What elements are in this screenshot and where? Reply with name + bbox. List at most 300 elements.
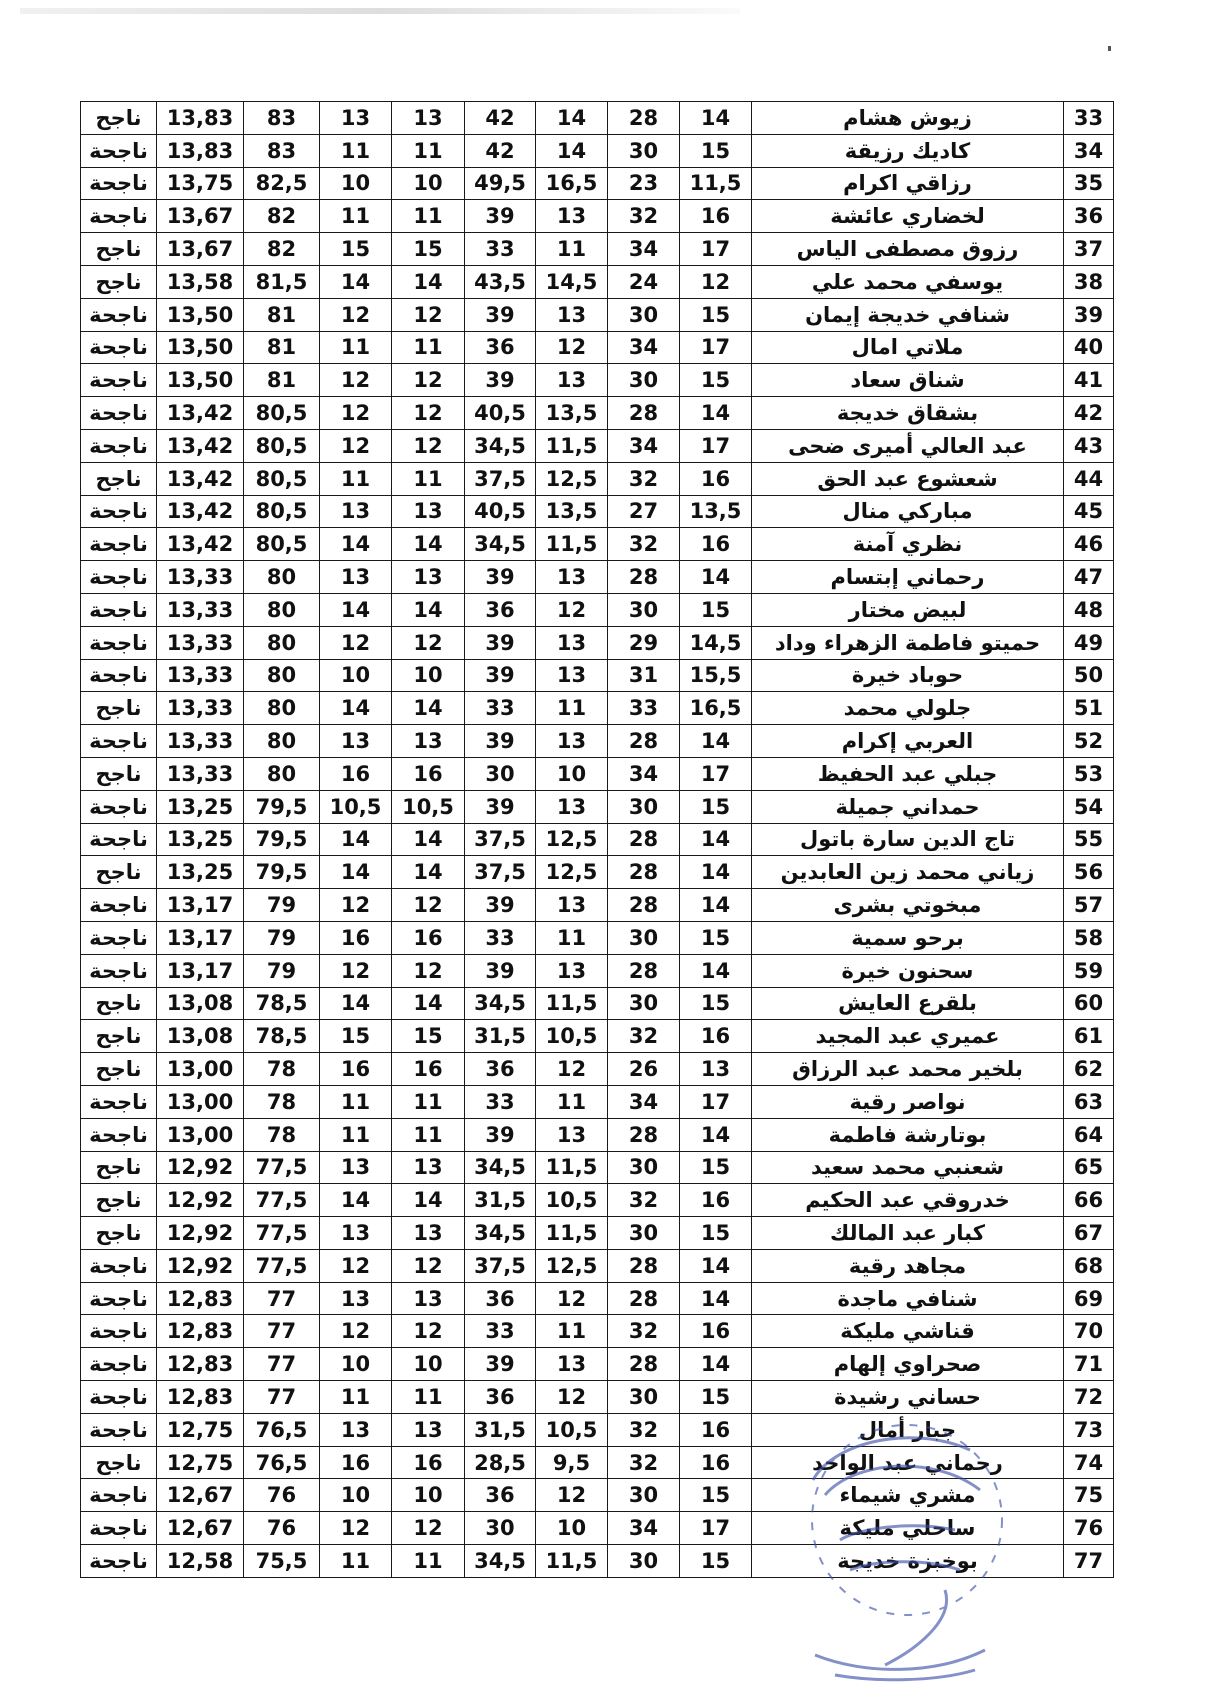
total-cell: 80 [244,725,320,758]
status-cell: ناجحة [81,1479,157,1512]
average-cell: 12,92 [157,1151,244,1184]
status-cell: ناجح [81,1053,157,1086]
candidate-name-cell: رحماني إبتسام [752,561,1064,594]
score-cell: 12 [320,1512,392,1545]
score-cell: 14 [680,1249,752,1282]
score-cell: 34,5 [465,1217,536,1250]
status-cell: ناجحة [81,1545,157,1578]
score-cell: 17 [680,1512,752,1545]
table-row [81,462,1114,495]
score-cell: 14 [392,1184,465,1217]
score-cell: 13 [536,561,608,594]
average-cell: 12,67 [157,1512,244,1545]
table-row [81,1118,1114,1151]
score-cell: 10 [392,1479,465,1512]
table-row [81,692,1114,725]
table-row [81,1315,1114,1348]
average-cell: 12,92 [157,1217,244,1250]
score-cell: 40,5 [465,495,536,528]
total-cell: 77 [244,1381,320,1414]
total-cell: 80 [244,757,320,790]
average-cell: 13,17 [157,921,244,954]
average-cell: 13,42 [157,429,244,462]
total-cell: 78 [244,1085,320,1118]
average-cell: 13,42 [157,397,244,430]
score-cell: 34,5 [465,429,536,462]
score-cell: 15 [680,921,752,954]
score-cell: 30 [465,757,536,790]
score-cell: 33 [465,1085,536,1118]
score-cell: 13 [392,725,465,758]
row-number-cell: 51 [1064,692,1114,725]
table-row [81,102,1114,135]
average-cell: 13,67 [157,200,244,233]
score-cell: 12 [536,593,608,626]
total-cell: 80,5 [244,462,320,495]
row-number-cell: 70 [1064,1315,1114,1348]
candidate-name-cell: لبيض مختار [752,593,1064,626]
score-cell: 12 [536,331,608,364]
candidate-name-cell: لخضاري عائشة [752,200,1064,233]
average-cell: 13,33 [157,757,244,790]
score-cell: 34 [608,1512,680,1545]
score-cell: 28 [608,954,680,987]
row-number-cell: 62 [1064,1053,1114,1086]
score-cell: 14 [392,593,465,626]
status-cell: ناجحة [81,1413,157,1446]
score-cell: 12,5 [536,1249,608,1282]
score-cell: 17 [680,757,752,790]
score-cell: 42 [465,102,536,135]
score-cell: 16 [320,757,392,790]
score-cell: 15 [320,233,392,266]
score-cell: 11 [392,200,465,233]
score-cell: 13,5 [680,495,752,528]
score-cell: 30 [608,987,680,1020]
score-cell: 27 [608,495,680,528]
score-cell: 34 [608,757,680,790]
score-cell: 11 [536,233,608,266]
score-cell: 28 [608,823,680,856]
average-cell: 12,83 [157,1348,244,1381]
average-cell: 12,75 [157,1446,244,1479]
row-number-cell: 48 [1064,593,1114,626]
score-cell: 37,5 [465,823,536,856]
score-cell: 34 [608,1085,680,1118]
row-number-cell: 50 [1064,659,1114,692]
score-cell: 43,5 [465,265,536,298]
status-cell: ناجحة [81,626,157,659]
score-cell: 12 [392,298,465,331]
candidate-name-cell: ملاتي امال [752,331,1064,364]
table-row [81,265,1114,298]
average-cell: 12,83 [157,1315,244,1348]
candidate-name-cell: حوباد خيرة [752,659,1064,692]
table-row [81,1249,1114,1282]
score-cell: 14 [320,823,392,856]
score-cell: 10 [536,1512,608,1545]
total-cell: 77,5 [244,1217,320,1250]
average-cell: 13,75 [157,167,244,200]
candidate-name-cell: حميتو فاطمة الزهراء وداد [752,626,1064,659]
score-cell: 30 [608,1381,680,1414]
average-cell: 13,67 [157,233,244,266]
table-row [81,856,1114,889]
row-number-cell: 59 [1064,954,1114,987]
row-number-cell: 46 [1064,528,1114,561]
row-number-cell: 67 [1064,1217,1114,1250]
score-cell: 13 [536,889,608,922]
score-cell: 11 [392,134,465,167]
score-cell: 39 [465,889,536,922]
total-cell: 78,5 [244,987,320,1020]
score-cell: 39 [465,364,536,397]
score-cell: 13 [392,102,465,135]
table-row [81,561,1114,594]
candidate-name-cell: شنافي ماجدة [752,1282,1064,1315]
candidate-name-cell: ساحلي مليكة [752,1512,1064,1545]
score-cell: 30 [608,364,680,397]
scan-edge-shadow [20,8,740,14]
score-cell: 13 [536,200,608,233]
score-cell: 12 [392,1512,465,1545]
average-cell: 12,67 [157,1479,244,1512]
candidate-name-cell: بلخير محمد عبد الرزاق [752,1053,1064,1086]
total-cell: 76,5 [244,1413,320,1446]
average-cell: 12,83 [157,1381,244,1414]
score-cell: 39 [465,298,536,331]
table-row [81,331,1114,364]
candidate-name-cell: جلولي محمد [752,692,1064,725]
score-cell: 33 [465,921,536,954]
score-cell: 11,5 [536,429,608,462]
score-cell: 10,5 [320,790,392,823]
score-cell: 11 [536,692,608,725]
average-cell: 12,92 [157,1249,244,1282]
score-cell: 34 [608,233,680,266]
score-cell: 12 [536,1479,608,1512]
score-cell: 31,5 [465,1413,536,1446]
score-cell: 33 [465,1315,536,1348]
table-row [81,1151,1114,1184]
score-cell: 11 [320,331,392,364]
score-cell: 14 [392,856,465,889]
score-cell: 13 [536,659,608,692]
score-cell: 10 [320,167,392,200]
total-cell: 81,5 [244,265,320,298]
score-cell: 37,5 [465,856,536,889]
candidate-name-cell: جبار أمال [752,1413,1064,1446]
score-cell: 14,5 [680,626,752,659]
status-cell: ناجحة [81,298,157,331]
total-cell: 78 [244,1118,320,1151]
score-cell: 14 [392,987,465,1020]
status-cell: ناجحة [81,134,157,167]
candidate-name-cell: كاديك رزيقة [752,134,1064,167]
score-cell: 10 [392,167,465,200]
candidate-name-cell: حساني رشيدة [752,1381,1064,1414]
score-cell: 13 [320,1217,392,1250]
candidate-name-cell: بوخبزة خديجة [752,1545,1064,1578]
score-cell: 12 [392,889,465,922]
score-cell: 32 [608,1184,680,1217]
score-cell: 30 [608,134,680,167]
score-cell: 49,5 [465,167,536,200]
average-cell: 13,17 [157,889,244,922]
candidate-name-cell: نواصر رقية [752,1085,1064,1118]
score-cell: 13 [536,1118,608,1151]
score-cell: 37,5 [465,1249,536,1282]
total-cell: 80 [244,626,320,659]
candidate-name-cell: مشري شيماء [752,1479,1064,1512]
score-cell: 36 [465,593,536,626]
total-cell: 79,5 [244,790,320,823]
status-cell: ناجحة [81,921,157,954]
total-cell: 80,5 [244,429,320,462]
score-cell: 33 [465,692,536,725]
score-cell: 13 [536,364,608,397]
average-cell: 13,33 [157,626,244,659]
average-cell: 13,08 [157,1020,244,1053]
row-number-cell: 42 [1064,397,1114,430]
score-cell: 13 [320,495,392,528]
score-cell: 11,5 [536,1151,608,1184]
candidate-name-cell: رزوق مصطفى الياس [752,233,1064,266]
score-cell: 11 [536,921,608,954]
candidate-name-cell: مبخوتي بشرى [752,889,1064,922]
score-cell: 13 [536,954,608,987]
score-cell: 14 [680,954,752,987]
score-cell: 14 [680,561,752,594]
table-row [81,1053,1114,1086]
status-cell: ناجحة [81,1085,157,1118]
candidate-name-cell: برحو سمية [752,921,1064,954]
table-row [81,1085,1114,1118]
score-cell: 11,5 [536,528,608,561]
average-cell: 12,58 [157,1545,244,1578]
score-cell: 16,5 [680,692,752,725]
score-cell: 32 [608,528,680,561]
score-cell: 39 [465,561,536,594]
average-cell: 13,33 [157,659,244,692]
score-cell: 39 [465,954,536,987]
row-number-cell: 63 [1064,1085,1114,1118]
candidate-name-cell: مباركي منال [752,495,1064,528]
score-cell: 16 [680,1413,752,1446]
average-cell: 13,42 [157,495,244,528]
status-cell: ناجحة [81,561,157,594]
total-cell: 80,5 [244,495,320,528]
score-cell: 12 [536,1282,608,1315]
score-cell: 10 [320,659,392,692]
total-cell: 76,5 [244,1446,320,1479]
table-row [81,1282,1114,1315]
score-cell: 39 [465,1118,536,1151]
score-cell: 31,5 [465,1020,536,1053]
score-cell: 14 [320,593,392,626]
score-cell: 34 [608,429,680,462]
score-cell: 17 [680,331,752,364]
candidate-name-cell: رزاقي اكرام [752,167,1064,200]
score-cell: 14 [320,1184,392,1217]
total-cell: 78 [244,1053,320,1086]
score-cell: 10,5 [392,790,465,823]
total-cell: 82,5 [244,167,320,200]
status-cell: ناجح [81,1151,157,1184]
candidate-name-cell: خدروقي عبد الحكيم [752,1184,1064,1217]
row-number-cell: 72 [1064,1381,1114,1414]
status-cell: ناجح [81,1217,157,1250]
score-cell: 14 [320,528,392,561]
row-number-cell: 73 [1064,1413,1114,1446]
candidate-name-cell: شنافي خديجة إيمان [752,298,1064,331]
score-cell: 15 [392,233,465,266]
candidate-name-cell: يوسفي محمد علي [752,265,1064,298]
status-cell: ناجحة [81,823,157,856]
average-cell: 12,75 [157,1413,244,1446]
average-cell: 13,00 [157,1118,244,1151]
score-cell: 13 [680,1053,752,1086]
score-cell: 12 [320,364,392,397]
score-cell: 14 [680,823,752,856]
candidate-name-cell: العربي إكرام [752,725,1064,758]
score-cell: 12,5 [536,823,608,856]
table-row [81,659,1114,692]
total-cell: 80 [244,659,320,692]
score-cell: 30 [608,1151,680,1184]
average-cell: 13,50 [157,331,244,364]
score-cell: 12,5 [536,856,608,889]
score-cell: 36 [465,1282,536,1315]
status-cell: ناجحة [81,200,157,233]
status-cell: ناجح [81,692,157,725]
candidate-name-cell: مجاهد رقية [752,1249,1064,1282]
score-cell: 23 [608,167,680,200]
score-cell: 11 [392,331,465,364]
score-cell: 12 [320,397,392,430]
total-cell: 81 [244,298,320,331]
row-number-cell: 69 [1064,1282,1114,1315]
status-cell: ناجحة [81,331,157,364]
total-cell: 79 [244,921,320,954]
row-number-cell: 39 [1064,298,1114,331]
status-cell: ناجحة [81,1381,157,1414]
score-cell: 14 [392,823,465,856]
candidate-name-cell: رحماني عبد الواحد [752,1446,1064,1479]
score-cell: 13 [392,1151,465,1184]
table-row [81,429,1114,462]
score-cell: 42 [465,134,536,167]
average-cell: 13,17 [157,954,244,987]
score-cell: 12 [392,1249,465,1282]
total-cell: 79,5 [244,856,320,889]
status-cell: ناجحة [81,1282,157,1315]
average-cell: 13,33 [157,692,244,725]
score-cell: 11 [320,200,392,233]
score-cell: 14 [320,856,392,889]
score-cell: 13 [536,725,608,758]
score-cell: 14 [392,265,465,298]
total-cell: 82 [244,200,320,233]
score-cell: 28 [608,1282,680,1315]
score-cell: 13 [536,1348,608,1381]
row-number-cell: 44 [1064,462,1114,495]
score-cell: 10,5 [536,1413,608,1446]
score-cell: 13 [536,790,608,823]
total-cell: 75,5 [244,1545,320,1578]
score-cell: 13 [320,561,392,594]
score-cell: 16 [392,1446,465,1479]
table-row [81,593,1114,626]
score-cell: 32 [608,1413,680,1446]
score-cell: 13 [320,725,392,758]
score-cell: 16 [320,1053,392,1086]
row-number-cell: 60 [1064,987,1114,1020]
score-cell: 14,5 [536,265,608,298]
score-cell: 33 [465,233,536,266]
score-cell: 15 [680,593,752,626]
average-cell: 13,50 [157,364,244,397]
total-cell: 80 [244,692,320,725]
score-cell: 34,5 [465,987,536,1020]
table-row [81,1020,1114,1053]
total-cell: 79 [244,954,320,987]
score-cell: 36 [465,1053,536,1086]
total-cell: 77 [244,1315,320,1348]
total-cell: 79 [244,889,320,922]
score-cell: 12 [392,626,465,659]
total-cell: 80,5 [244,397,320,430]
score-cell: 33 [608,692,680,725]
score-cell: 13 [392,495,465,528]
score-cell: 13,5 [536,495,608,528]
score-cell: 16 [680,528,752,561]
results-table-body [81,102,1114,1578]
score-cell: 14 [320,265,392,298]
results-table [80,101,1114,1578]
score-cell: 12 [536,1053,608,1086]
status-cell: ناجح [81,1020,157,1053]
score-cell: 14 [680,1348,752,1381]
candidate-name-cell: حمداني جميلة [752,790,1064,823]
status-cell: ناجحة [81,528,157,561]
score-cell: 26 [608,1053,680,1086]
score-cell: 14 [320,692,392,725]
score-cell: 39 [465,790,536,823]
table-row [81,495,1114,528]
score-cell: 12,5 [536,462,608,495]
score-cell: 12 [320,889,392,922]
score-cell: 14 [680,102,752,135]
score-cell: 28 [608,397,680,430]
score-cell: 31 [608,659,680,692]
row-number-cell: 68 [1064,1249,1114,1282]
row-number-cell: 35 [1064,167,1114,200]
score-cell: 11,5 [680,167,752,200]
score-cell: 12 [320,298,392,331]
total-cell: 81 [244,364,320,397]
score-cell: 13 [320,1413,392,1446]
score-cell: 17 [680,1085,752,1118]
score-cell: 30 [608,1545,680,1578]
table-row [81,1348,1114,1381]
score-cell: 16 [392,1053,465,1086]
score-cell: 15 [680,1479,752,1512]
score-cell: 11 [320,1118,392,1151]
average-cell: 13,33 [157,561,244,594]
total-cell: 80,5 [244,528,320,561]
score-cell: 36 [465,1479,536,1512]
